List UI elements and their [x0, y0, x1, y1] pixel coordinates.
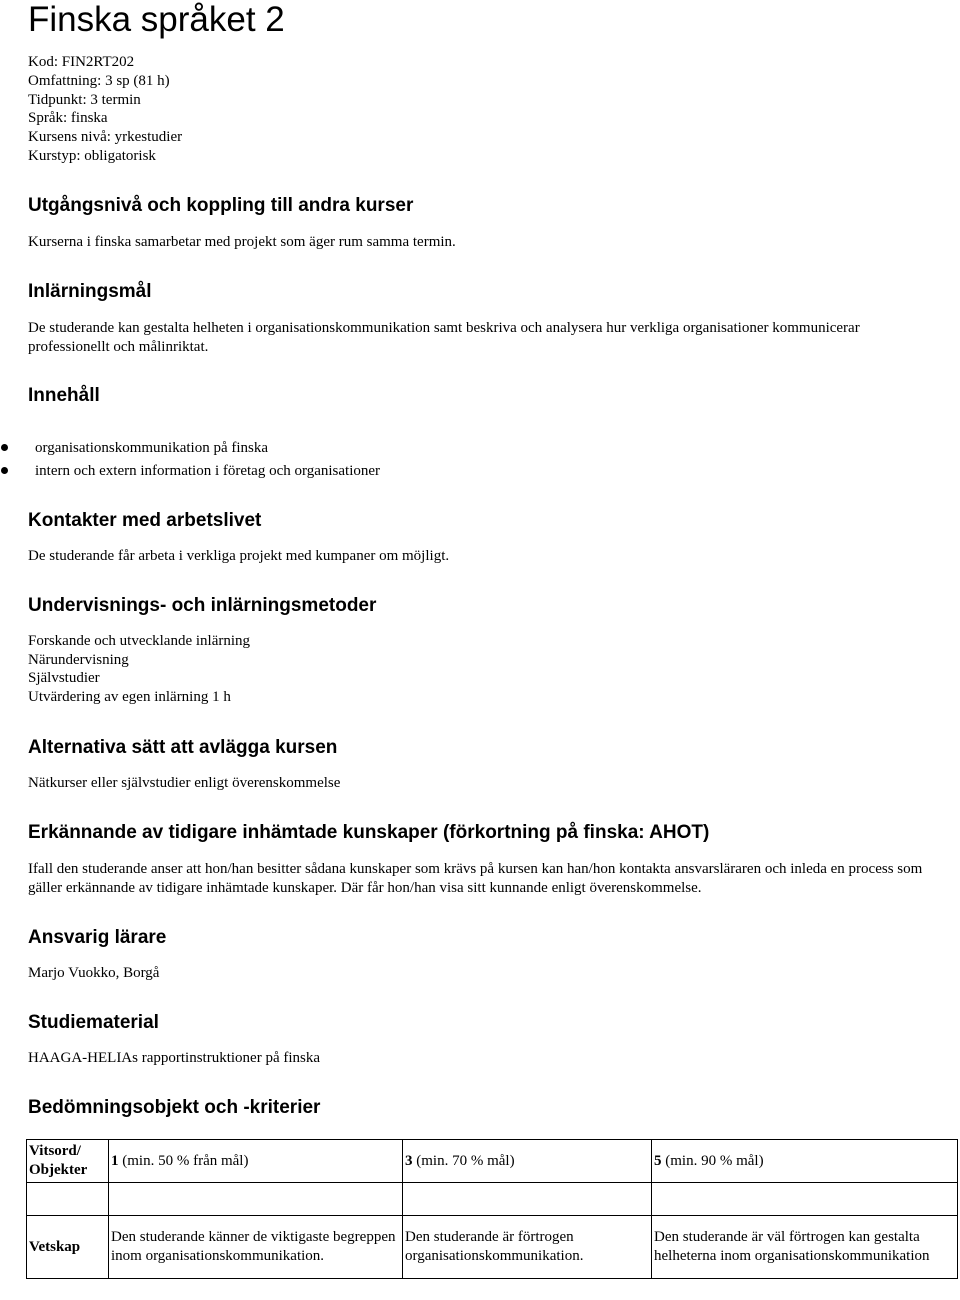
- meta-language: Språk: finska: [28, 110, 108, 127]
- meta-timing: Tidpunkt: 3 termin: [28, 91, 141, 108]
- meta-type: Kurstyp: obligatorisk: [28, 147, 156, 164]
- method-line: Forskande och utvecklande inlärning: [28, 633, 251, 649]
- table-spacer-cell: [403, 1183, 652, 1216]
- table-header-grade: [109, 1140, 403, 1183]
- grading-table: [26, 1139, 958, 1279]
- heading-ansvarig: Ansvarig lärare: [28, 927, 167, 948]
- table-row: [27, 1216, 958, 1279]
- table-spacer-row: [27, 1183, 958, 1216]
- meta-code: Kod: FIN2RT202: [28, 54, 135, 70]
- bullet-icon: [1, 444, 8, 451]
- heading-inlarningsmal: Inlärningsmål: [28, 281, 152, 302]
- grade-number: 5: [654, 1152, 662, 1169]
- bullet-icon: [1, 467, 8, 474]
- grade-criterion: (min. 90 % mål): [661, 1152, 764, 1169]
- heading-innehall: Innehåll: [28, 385, 100, 406]
- text-utgangsniva: Kurserna i finska samarbetar med projekt som äger rum samma termin.: [28, 234, 456, 250]
- table-header-grade: [403, 1140, 652, 1183]
- method-line: Självstudier: [28, 670, 100, 687]
- heading-utgangsniva: Utgångsnivå och koppling till andra kurser: [28, 195, 414, 216]
- page-title: Finska språket 2: [28, 0, 285, 39]
- text-alternativa: Nätkurser eller självstudier enligt överenskommelse: [28, 775, 341, 791]
- table-spacer-cell: [109, 1183, 403, 1216]
- meta-scope: Omfattning: 3 sp (81 h): [28, 72, 170, 89]
- text-inlarningsmal: De studerande kan gestalta helheten i organisationskommunikation samt beskriva och analysera hur verkliga organisationer kommunicerar professionellt och målinriktat.: [28, 320, 860, 355]
- text-erkannande: Ifall den studerande anser att hon/han besitter sådana kunskaper som krävs på kursen kan han/hon kontakta ansvarsläraren och inleda en process som gäller erkännande av tidigare inhämtade kunskaper. Där får hon/han visa sitt kunnande enligt överenskommelse.: [28, 861, 923, 896]
- table-spacer-cell: [27, 1183, 109, 1216]
- grade-number: 3: [405, 1152, 413, 1169]
- method-line: Utvärdering av egen inlärning 1 h: [28, 688, 231, 705]
- text-studiematerial: HAAGA-HELIAs rapportinstruktioner på finska: [28, 1050, 321, 1066]
- text-kontakter: De studerande får arbeta i verkliga projekt med kumpaner om möjligt.: [28, 548, 450, 564]
- table-cell: Den studerande är förtrogen organisationskommunikation.: [403, 1216, 652, 1279]
- grade-number: 1: [111, 1152, 119, 1169]
- heading-alternativa: Alternativa sätt att avlägga kursen: [28, 737, 338, 758]
- list-item-text: organisationskommunikation på finska: [35, 440, 269, 456]
- heading-bedomning: Bedömningsobjekt och -kriterier: [28, 1097, 321, 1118]
- course-meta: [28, 53, 182, 166]
- meta-level: Kursens nivå: yrkestudier: [28, 129, 183, 146]
- table-header-row: [27, 1140, 958, 1183]
- table-spacer-cell: [652, 1183, 958, 1216]
- heading-erkannande: Erkännande av tidigare inhämtade kunskaper (förkortning på finska: AHOT): [28, 822, 710, 843]
- heading-metoder: Undervisnings- och inlärningsmetoder: [28, 595, 377, 616]
- heading-studiematerial: Studiematerial: [28, 1012, 159, 1033]
- table-header-grade: [652, 1140, 958, 1183]
- methods-list: [28, 632, 943, 706]
- table-cell: Den studerande känner de viktigaste begreppen inom organisationskommunikation.: [109, 1216, 403, 1279]
- list-item-text: intern och extern information i företag och organisationer: [35, 463, 381, 479]
- method-line: Närundervisning: [28, 651, 129, 668]
- table-header-label: Vitsord/ Objekter: [27, 1140, 109, 1183]
- table-cell: Den studerande är väl förtrogen kan gestalta helheterna inom organisationskommunikation: [652, 1216, 958, 1279]
- table-row-label: Vetskap: [27, 1216, 109, 1279]
- grade-criterion: (min. 50 % från mål): [118, 1152, 249, 1169]
- grade-criterion: (min. 70 % mål): [412, 1152, 515, 1169]
- heading-kontakter: Kontakter med arbetslivet: [28, 510, 262, 531]
- text-ansvarig: Marjo Vuokko, Borgå: [28, 965, 160, 981]
